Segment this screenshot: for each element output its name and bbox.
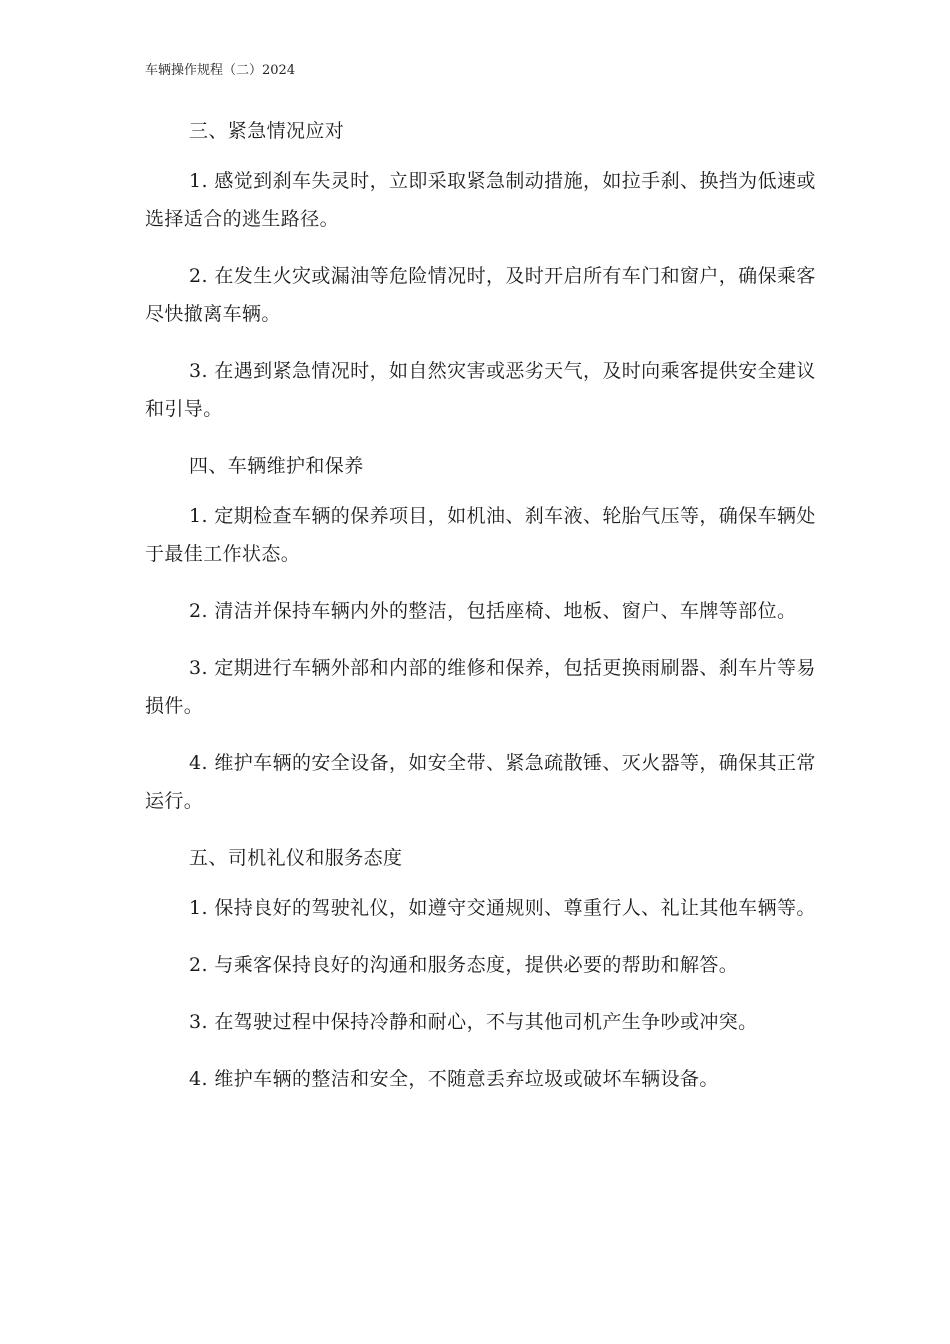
paragraph: 4. 维护车辆的安全设备，如安全带、紧急疏散锤、灭火器等，确保其正常运行。 [145,752,816,812]
paragraph: 1. 感觉到刹车失灵时，立即采取紧急制动措施，如拉手刹、换挡为低速或选择适合的逃生路径。 [145,170,816,230]
section-heading-emergency: 三、紧急情况应对 [189,120,345,142]
paragraph: 2. 与乘客保持良好的沟通和服务态度，提供必要的帮助和解答。 [189,954,739,976]
paragraph: 2. 在发生火灾或漏油等危险情况时，及时开启所有车门和窗户，确保乘客尽快撤离车辆。 [145,265,816,325]
page-header: 车辆操作规程（二）2024 [145,63,296,78]
paragraph: 4. 维护车辆的整洁和安全，不随意丢弃垃圾或破坏车辆设备。 [189,1068,719,1090]
paragraph: 1. 定期检查车辆的保养项目，如机油、刹车液、轮胎气压等，确保车辆处于最佳工作状态。 [145,505,816,565]
paragraph: 3. 在驾驶过程中保持冷静和耐心，不与其他司机产生争吵或冲突。 [189,1011,758,1033]
document-body [145,112,835,1117]
paragraph: 2. 清洁并保持车辆内外的整洁，包括座椅、地板、窗户、车牌等部位。 [189,600,797,622]
paragraph: 1. 保持良好的驾驶礼仪，如遵守交通规则、尊重行人、礼让其他车辆等。 [189,897,816,919]
paragraph: 3. 在遇到紧急情况时，如自然灾害或恶劣天气，及时向乘客提供安全建议和引导。 [145,360,816,420]
section-heading-etiquette: 五、司机礼仪和服务态度 [189,847,403,869]
section-heading-maintenance: 四、车辆维护和保养 [189,455,364,477]
paragraph: 3. 定期进行车辆外部和内部的维修和保养，包括更换雨刷器、刹车片等易损件。 [145,657,816,717]
